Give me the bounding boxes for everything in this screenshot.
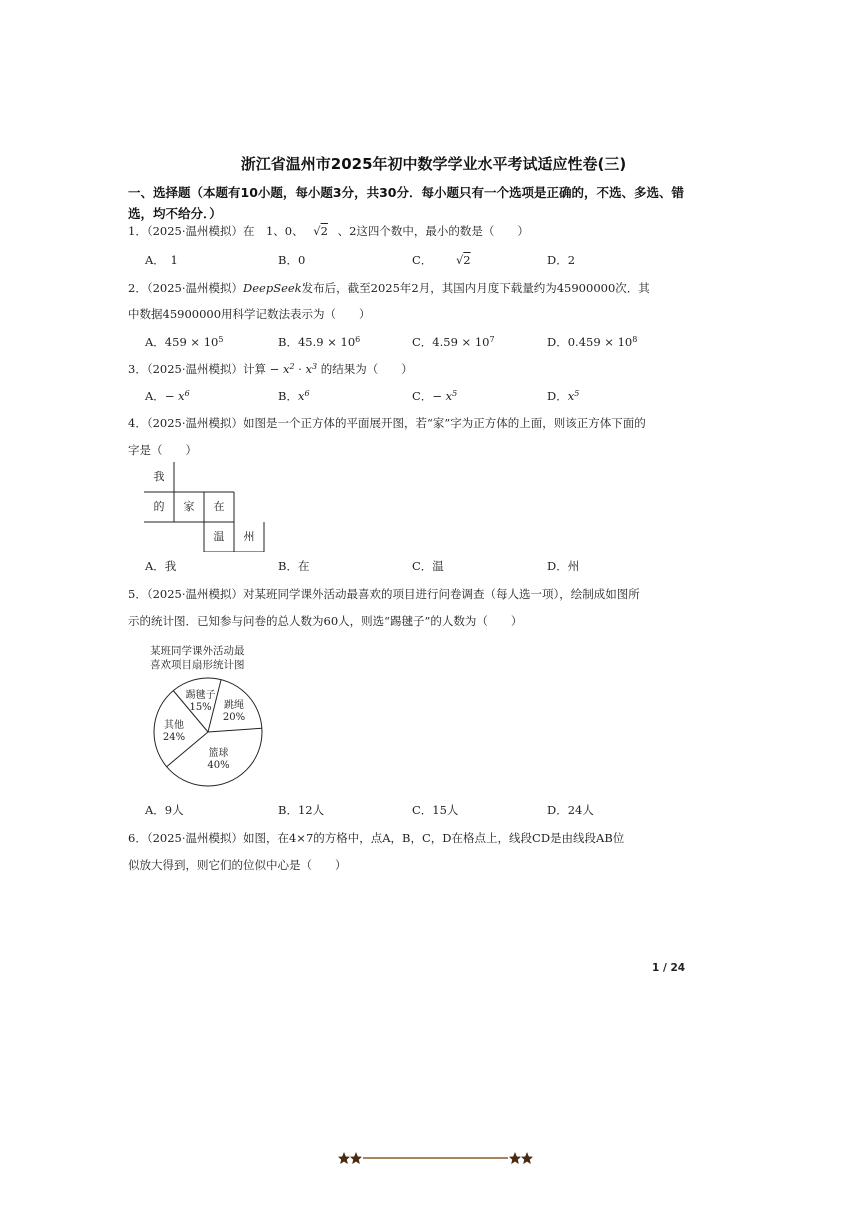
q4-option-b[interactable]: B．在: [278, 559, 310, 573]
q3-stem: [128, 361, 413, 377]
q4-option-c[interactable]: C．温: [412, 559, 444, 573]
q3-option-b[interactable]: B．$x^6$: [278, 389, 310, 403]
q2-option-b[interactable]: [278, 334, 360, 350]
q4-option-d[interactable]: D．州: [547, 559, 580, 573]
pie-slice-value: 15%: [189, 701, 212, 713]
net-cell-5: 温: [213, 530, 225, 543]
q1-stem-a: 1．（2025·温州模拟）在 1、0、: [128, 224, 304, 238]
pie-slice-label: 踢毽子: [185, 689, 216, 701]
q3-stem-a: 3．（2025·温州模拟）计算: [128, 362, 266, 376]
net-cell-6: 州: [243, 530, 255, 543]
q1-option-a[interactable]: A． 1: [145, 253, 178, 267]
q2-option-c-exp: 7: [489, 335, 495, 344]
pie-slice-value: 24%: [162, 732, 186, 744]
pie-title-line1: 某班同学课外活动最: [150, 645, 245, 657]
q2-option-c[interactable]: [412, 334, 495, 350]
pie-slice-value: 20%: [222, 712, 246, 724]
q5-option-c[interactable]: C．15人: [412, 803, 459, 817]
q2-option-d-exp: 8: [632, 335, 638, 344]
star-icon: [521, 1152, 533, 1164]
q2-option-a[interactable]: [145, 334, 223, 350]
pie-slice-value: 40%: [207, 759, 230, 771]
page-number: 1 / 24: [652, 962, 686, 974]
q1-sqrt2: √2: [313, 224, 328, 238]
star-icon: [509, 1152, 521, 1164]
cube-net: [144, 462, 269, 552]
q1-option-d[interactable]: D．2: [547, 253, 576, 267]
star-icon: [338, 1152, 350, 1164]
pie-slice-divider: [208, 728, 262, 732]
q3-stem-b: 的结果为（ ）: [320, 362, 413, 376]
q2-option-b-exp: 6: [355, 335, 361, 344]
page-title: 浙江省温州市2025年初中数学学业水平考试适应性卷(三): [240, 155, 627, 173]
q3-expression: − $x^2 \cdot x^3$: [269, 362, 318, 376]
pie-title-line2: 喜欢项目扇形统计图: [150, 659, 245, 671]
q2-option-b-base: B．45.9 × 10: [278, 335, 356, 349]
q5-line1: 5．（2025·温州模拟）对某班同学课外活动最喜欢的项目进行问卷调查（每人选一项），绘制成如图所: [128, 587, 640, 601]
q1-option-c-sqrt2: √2: [455, 253, 471, 267]
q2-line2: 中数据45900000用科学记数法表示为（ ）: [128, 307, 371, 321]
q3-option-d-label: D．: [547, 389, 568, 403]
q2-line1: [128, 280, 650, 296]
q2-option-c-base: C．4.59 × 10: [412, 335, 490, 349]
q3-option-a-label: A．: [145, 389, 165, 403]
q3-option-b-label: B．: [278, 389, 298, 403]
footer-stars-left: [338, 1152, 362, 1164]
q2-option-d[interactable]: [547, 334, 637, 350]
q5-line2: 示的统计图．已知参与问卷的总人数为60人，则选“踢毽子”的人数为（ ）: [128, 614, 523, 628]
pie-slice-label: 篮球: [208, 747, 229, 759]
pie-slice-label: 其他: [164, 720, 185, 732]
q5-option-a[interactable]: A．9人: [145, 803, 184, 817]
q5-option-b[interactable]: B．12人: [278, 803, 325, 817]
q3-option-a[interactable]: A．− $x^6$: [145, 389, 190, 403]
footer-stars-right: [509, 1152, 533, 1164]
q5-option-d[interactable]: D．24人: [547, 803, 594, 817]
q3-option-c-label: C．: [412, 389, 433, 403]
footer-decoration: [338, 1150, 533, 1166]
q2-line1-b: 发布后，截至2025年2月，其国内月度下载量约为45900000次．其: [301, 281, 650, 295]
q2-option-a-exp: 5: [218, 335, 224, 344]
q3-option-d[interactable]: D．$x^5$: [547, 389, 580, 403]
q1-option-c[interactable]: [412, 252, 471, 268]
pie-chart: [148, 672, 268, 792]
q1-option-b[interactable]: B．0: [278, 253, 306, 267]
section-heading: 一、选择题（本题有10小题，每小题3分，共30分．每小题只有一个选项是正确的，不选、多选、错选，均不给分．）: [128, 185, 684, 221]
star-icon: [350, 1152, 362, 1164]
q2-option-a-base: A．459 × 10: [145, 335, 219, 349]
q1-option-c-label: C．: [412, 253, 433, 267]
q4-option-a[interactable]: A．我: [145, 559, 177, 573]
q3-option-c[interactable]: C．− $x^5$: [412, 389, 458, 403]
q2-brand: DeepSeek: [243, 281, 302, 295]
q1-stem: [128, 223, 529, 239]
q2-option-d-base: D．0.459 × 10: [547, 335, 633, 349]
q6-line1: 6．（2025·温州模拟）如图，在4×7的方格中，点A，B，C，D在格点上，线段CD是由线段AB位: [128, 831, 625, 845]
q4-line1: 4．（2025·温州模拟）如图是一个正方体的平面展开图，若“家”字为正方体的上面，则该正方体下面的: [128, 416, 646, 430]
q2-line1-a: 2．（2025·温州模拟）: [128, 281, 243, 295]
net-cell-1: 我: [153, 470, 165, 483]
pie-title: [150, 644, 245, 672]
q4-line2: 字是（ ）: [128, 443, 197, 457]
net-cell-4: 在: [213, 500, 225, 513]
net-cell-2: 的: [153, 500, 165, 513]
q6-line2: 似放大得到，则它们的位似中心是（ ）: [128, 858, 347, 872]
net-cell-3: 家: [183, 500, 195, 513]
q1-stem-b: 、2这四个数中，最小的数是（ ）: [337, 224, 529, 238]
pie-slice-label: 跳绳: [224, 700, 245, 712]
